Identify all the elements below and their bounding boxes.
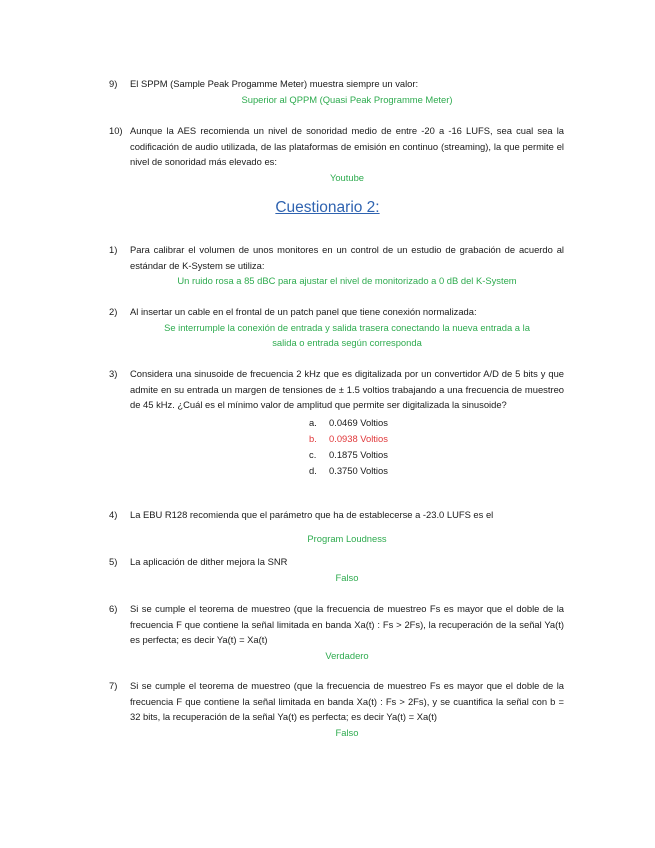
option-a xyxy=(309,415,564,431)
question-text: Si se cumple el teorema de muestreo (que la frecuencia de muestreo Fs es mayor que el doble de la frecuencia F que contiene la señal limitada en banda Xa(t) : Fs > 2Fs), y se cuantifica la señal con b = 32 bits, la recuperación de la señal Ya(t) es perfecta; es decir Ya(t) = Xa(t) xyxy=(130,680,564,722)
question-text: Al insertar un cable en el frontal de un patch panel que tiene conexión normalizada: xyxy=(130,306,477,317)
option-label: 0.1875 Voltios xyxy=(329,448,388,460)
question-number: 5) xyxy=(109,556,118,567)
question-7 xyxy=(109,678,564,740)
answer-text: Verdadero xyxy=(325,649,369,661)
answer-options xyxy=(309,415,564,479)
question-10 xyxy=(109,123,564,185)
answer-text-line-2: salida o entrada según corresponda xyxy=(272,337,422,348)
option-d xyxy=(309,463,564,479)
question-number: 7) xyxy=(109,680,118,691)
option-label: 0.0469 Voltios xyxy=(329,416,388,428)
question-number: 4) xyxy=(109,509,118,520)
question-number: 2) xyxy=(109,306,118,317)
question-1 xyxy=(109,242,564,289)
section-title: Cuestionario 2: xyxy=(275,199,380,216)
option-letter: d. xyxy=(309,464,317,476)
answer-text: Program Loudness xyxy=(307,532,387,544)
answer-text: Un ruido rosa a 85 dBC para ajustar el nivel de monitorizado a 0 dB del K-System xyxy=(177,275,517,286)
answer-text-line-1: Se interrumple la conexión de entrada y salida trasera conectando la nueva entrada a la xyxy=(164,321,530,333)
option-b-selected xyxy=(309,431,564,447)
question-text: Para calibrar el volumen de unos monitores en un control de un estudio de grabación de acuerdo al estándar de K-System se utiliza: xyxy=(130,244,564,271)
option-label: 0.3750 Voltios xyxy=(329,464,388,476)
question-text: La aplicación de dither mejora la SNR xyxy=(130,556,288,567)
question-number: 6) xyxy=(109,603,118,614)
question-number: 3) xyxy=(109,368,118,379)
question-text: Aunque la AES recomienda un nivel de sonoridad medio de entre -20 a -16 LUFS, sea cual sea la codificación de audio utilizada, de las plataformas de emisión en continuo (streaming), la que permite el nivel de sonoridad más elevado es: xyxy=(130,125,564,167)
question-text: La EBU R128 recomienda que el parámetro que ha de establecerse a -23.0 LUFS es el xyxy=(130,509,494,520)
answer-text: Falso xyxy=(335,726,359,738)
option-c xyxy=(309,447,564,463)
question-text: El SPPM (Sample Peak Progamme Meter) muestra siempre un valor: xyxy=(130,78,419,89)
question-4 xyxy=(109,507,564,546)
question-3 xyxy=(109,366,564,479)
option-letter: b. xyxy=(309,432,317,444)
option-letter: a. xyxy=(309,416,317,428)
question-number: 1) xyxy=(109,244,118,255)
question-2 xyxy=(109,304,564,351)
question-6 xyxy=(109,601,564,663)
question-9 xyxy=(109,76,564,107)
question-number: 10) xyxy=(109,125,123,136)
answer-text: Falso xyxy=(335,571,359,583)
question-5 xyxy=(109,554,564,585)
question-text: Si se cumple el teorema de muestreo (que la frecuencia de muestreo Fs es mayor que el doble de la frecuencia F que contiene la señal limitada en banda Xa(t) : Fs > 2Fs), la recuperación de la señal Ya(t) es perfecta; es decir Ya(t) = Xa(t) xyxy=(130,603,564,645)
option-label: 0.0938 Voltios xyxy=(329,432,388,444)
option-letter: c. xyxy=(309,448,317,460)
question-text: Considera una sinusoide de frecuencia 2 kHz que es digitalizada por un convertidor A/D de 5 bits y que admite en su entrada un margen de tensiones de ± 1.5 voltios trabajando a una frecuencia de muestreo de 45 kHz. ¿Cuál es el mínimo valor de amplitud que permite ser digitalizada la sinusoide? xyxy=(130,368,564,410)
answer-text: Youtube xyxy=(329,171,365,183)
question-number: 9) xyxy=(109,78,118,89)
answer-text: Superior al QPPM (Quasi Peak Programme Meter) xyxy=(241,93,453,105)
